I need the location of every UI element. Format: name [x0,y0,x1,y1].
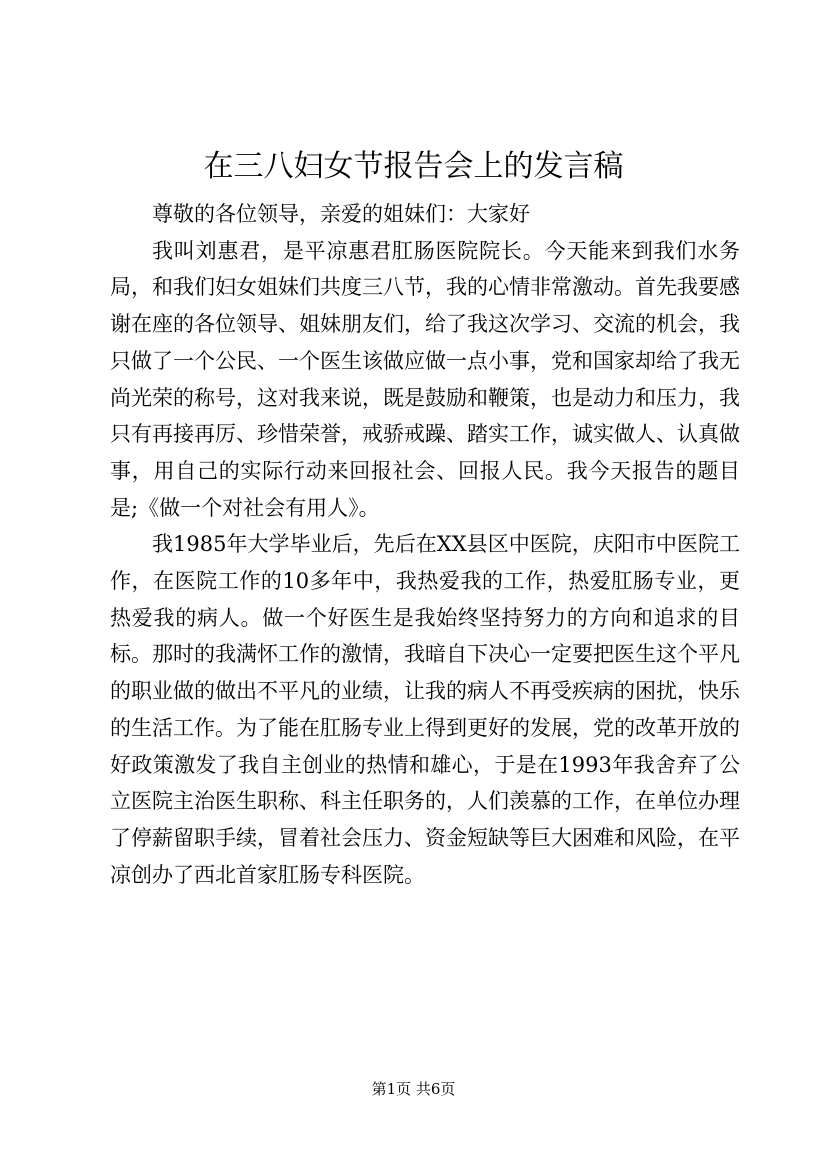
document-body [110,196,740,893]
document-title: 在三八妇女节报告会上的发言稿 [203,149,624,184]
career-paragraph: 我1985年大学毕业后，先后在XX县区中医院，庆阳市中医院工作，在医院工作的10多年中，我热爱我的工作，热爱肛肠专业，更热爱我的病人。做一个好医生是我始终坚持努力的方向和追求的目标。那时的我满怀工作的激情，我暗自下决心一定要把医生这个平凡的职业做的做出不平凡的业绩，让我的病人不再受疾病的困扰，快乐的生活工作。为了能在肛肠专业上得到更好的发展，党的改革开放的好政策激发了我自主创业的热情和雄心，于是在1993年我舍弃了公立医院主治医生职称、科主任职务的，人们羡慕的工作，在单位办理了停薪留职手续，冒着社会压力、资金短缺等巨大困难和风险，在平凉创办了西北首家肛肠专科医院。 [110,532,740,887]
intro-paragraph: 我叫刘惠君，是平凉惠君肛肠医院院长。今天能来到我们水务局，和我们妇女姐妹们共度三八节，我的心情非常激动。首先我要感谢在座的各位领导、姐妹朋友们，给了我这次学习、交流的机会，我只做了一个公民、一个医生该做应做一点小事，党和国家却给了我无尚光荣的称号，这对我来说，既是鼓励和鞭策，也是动力和压力，我只有再接再厉、珍惜荣誉，戒骄戒躁、踏实工作，诚实做人、认真做事，用自己的实际行动来回报社会、回报人民。我今天报告的题目是;《做一个对社会有用人》。 [110,238,740,520]
page-number-footer: 第1页 共6页 [371,1080,456,1098]
greeting-paragraph: 尊敬的各位领导，亲爱的姐妹们：大家好 [152,202,530,226]
